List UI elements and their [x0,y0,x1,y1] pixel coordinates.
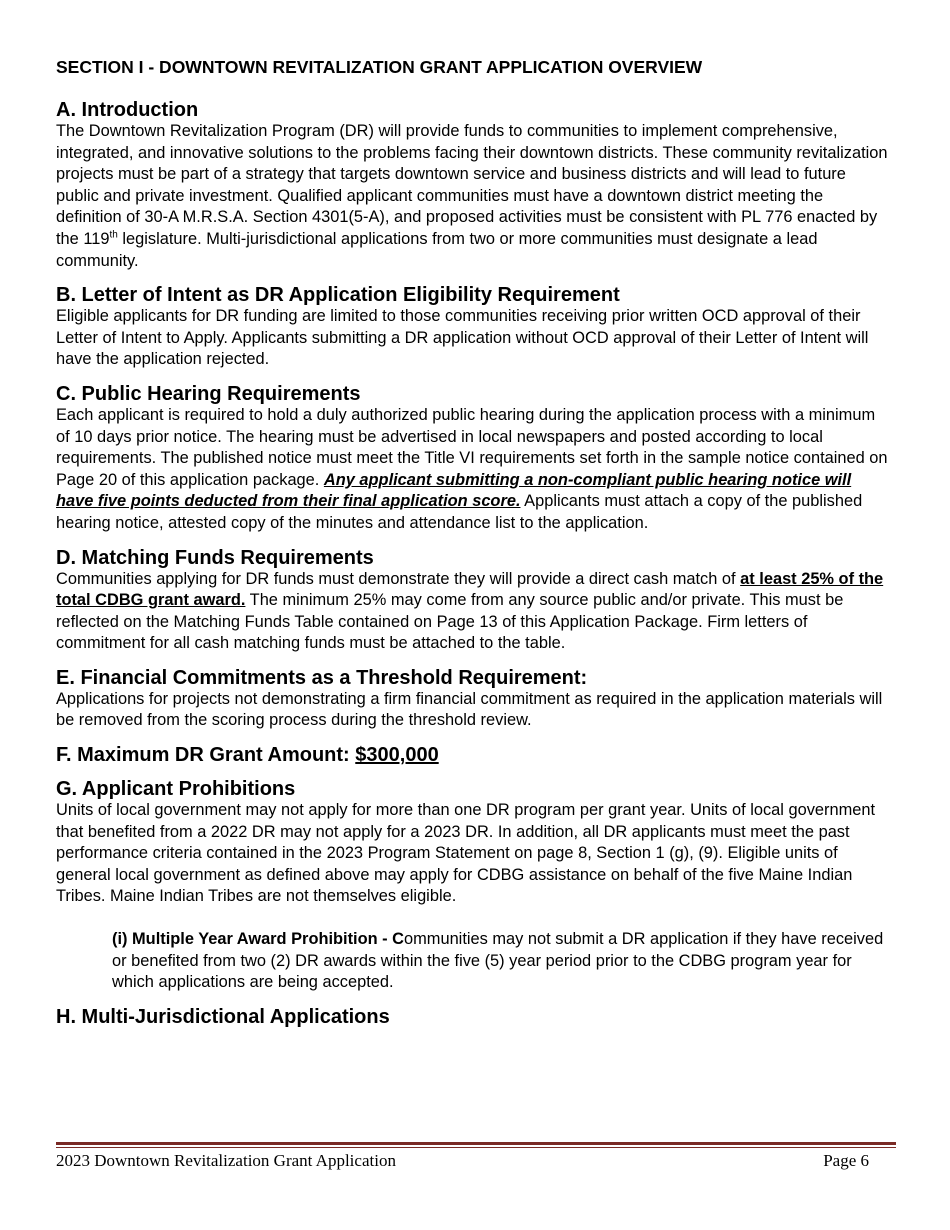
public-hearing-penalty-notice: Any applicant submitting a non-compliant public hearing notice will have five points deducted from their final application score. [56,470,852,511]
section-prohibitions [56,778,892,994]
section-public-hearing [56,383,892,535]
document-page [56,56,892,1028]
multiple-year-prohibition-lead: (i) Multiple Year Award Prohibition - C [112,930,405,949]
prohibitions-paragraph: Units of local government may not apply for more than one DR program per grant year. Units of local government that benefited from a 2022 DR may not apply for a 2023 DR. In addition, all DR applicants must meet the past performance criteria contained in the 2023 Program Statement on page 8, Section 1 (g), (9). Eligible units of general local government as defined above may apply for CDBG assistance on behalf of the five Maine Indian Tribes. Maine Indian Tribes are not themselves eligible. [56,801,876,906]
matching-funds-text: Communities applying for DR funds must demonstrate they will provide a direct cash match of [56,569,741,588]
introduction-paragraph [56,121,892,272]
introduction-text-end: legislature. Multi-jurisdictional applications from two or more communities must designate a lead community. [56,229,818,270]
financial-commitments-heading: E. Financial Commitments as a Threshold Requirement: [56,666,588,689]
footer-rule-thin [56,1147,896,1148]
max-grant-amount: $300,000 [355,744,439,767]
letter-of-intent-paragraph: Eligible applicants for DR funding are limited to those communities receiving prior written OCD approval of their Letter of Intent to Apply. Applicants submitting a DR application without OCD approval of their Letter of Intent will have the application rejected. [56,307,869,369]
multi-jurisdictional-heading: H. Multi-Jurisdictional Applications [56,1005,390,1028]
footer-rule [56,1142,896,1145]
multiple-year-prohibition-text: ommunities may not submit a DR application if they have received or benefited from two (2) DR awards within the five (5) year period prior to the CDBG program year for which applications are being accepted. [112,930,884,992]
introduction-text: The Downtown Revitalization Program (DR) will provide funds to communities to implement comprehensive, integrated, and innovative solutions to the problems facing their downtown districts. These community revitalization projects must be part of a strategy that targets downtown service and business districts and will lead to future public and private investment. Qualified applicant communities must have a downtown district meeting the definition of 30-A M.R.S.A. Section 4301(5-A), and proposed activities must be consistent with PL 776 enacted by the 119 [56,122,888,248]
page-footer [56,1151,869,1171]
section-multi-jurisdictional [56,1006,892,1028]
matching-funds-text-end: The minimum 25% may come from any source public and/or private. This must be reflected on the Matching Funds Table contained on Page 13 of this Application Package. Firm letters of commitment for all cash matching funds must be attached to the table. [56,591,844,653]
matching-funds-paragraph [56,569,892,655]
footer-page-number: Page 6 [823,1151,869,1170]
public-hearing-text-end: Applicants must attach a copy of the published hearing notice, attested copy of the minutes and attendance list to the application. [56,492,863,532]
max-grant-label: F. Maximum DR Grant Amount: [56,744,356,767]
section-title: SECTION I - DOWNTOWN REVITALIZATION GRANT APPLICATION OVERVIEW [56,57,703,77]
section-financial-commitments [56,667,892,732]
section-introduction [56,99,892,272]
financial-commitments-paragraph: Applications for projects not demonstrating a firm financial commitment as required in the application materials will be removed from the scoring process during the threshold review. [56,689,883,730]
section-max-grant [56,744,892,766]
introduction-heading: A. Introduction [56,99,199,121]
matching-funds-requirement: at least 25% of the total CDBG grant award. [56,569,884,610]
letter-of-intent-heading: B. Letter of Intent as DR Application Eligibility Requirement [56,284,620,307]
ordinal-suffix: th [109,229,118,241]
public-hearing-text: Each applicant is required to hold a duly authorized public hearing during the application process with a minimum of 10 days prior notice. The hearing must be advertised in local newspapers and posted according to local requirements. The published notice must meet the Title VI requirements set forth in the sample notice contained on Page 20 of this application package. [56,405,888,489]
public-hearing-paragraph [56,405,892,535]
prohibitions-heading: G. Applicant Prohibitions [56,778,296,801]
public-hearing-heading: C. Public Hearing Requirements [56,382,361,405]
matching-funds-heading: D. Matching Funds Requirements [56,546,374,569]
footer-document-title: 2023 Downtown Revitalization Grant Application [56,1151,396,1170]
section-letter-of-intent [56,284,892,371]
section-matching-funds [56,547,892,655]
multiple-year-prohibition [112,929,892,994]
max-grant-heading [56,744,892,766]
